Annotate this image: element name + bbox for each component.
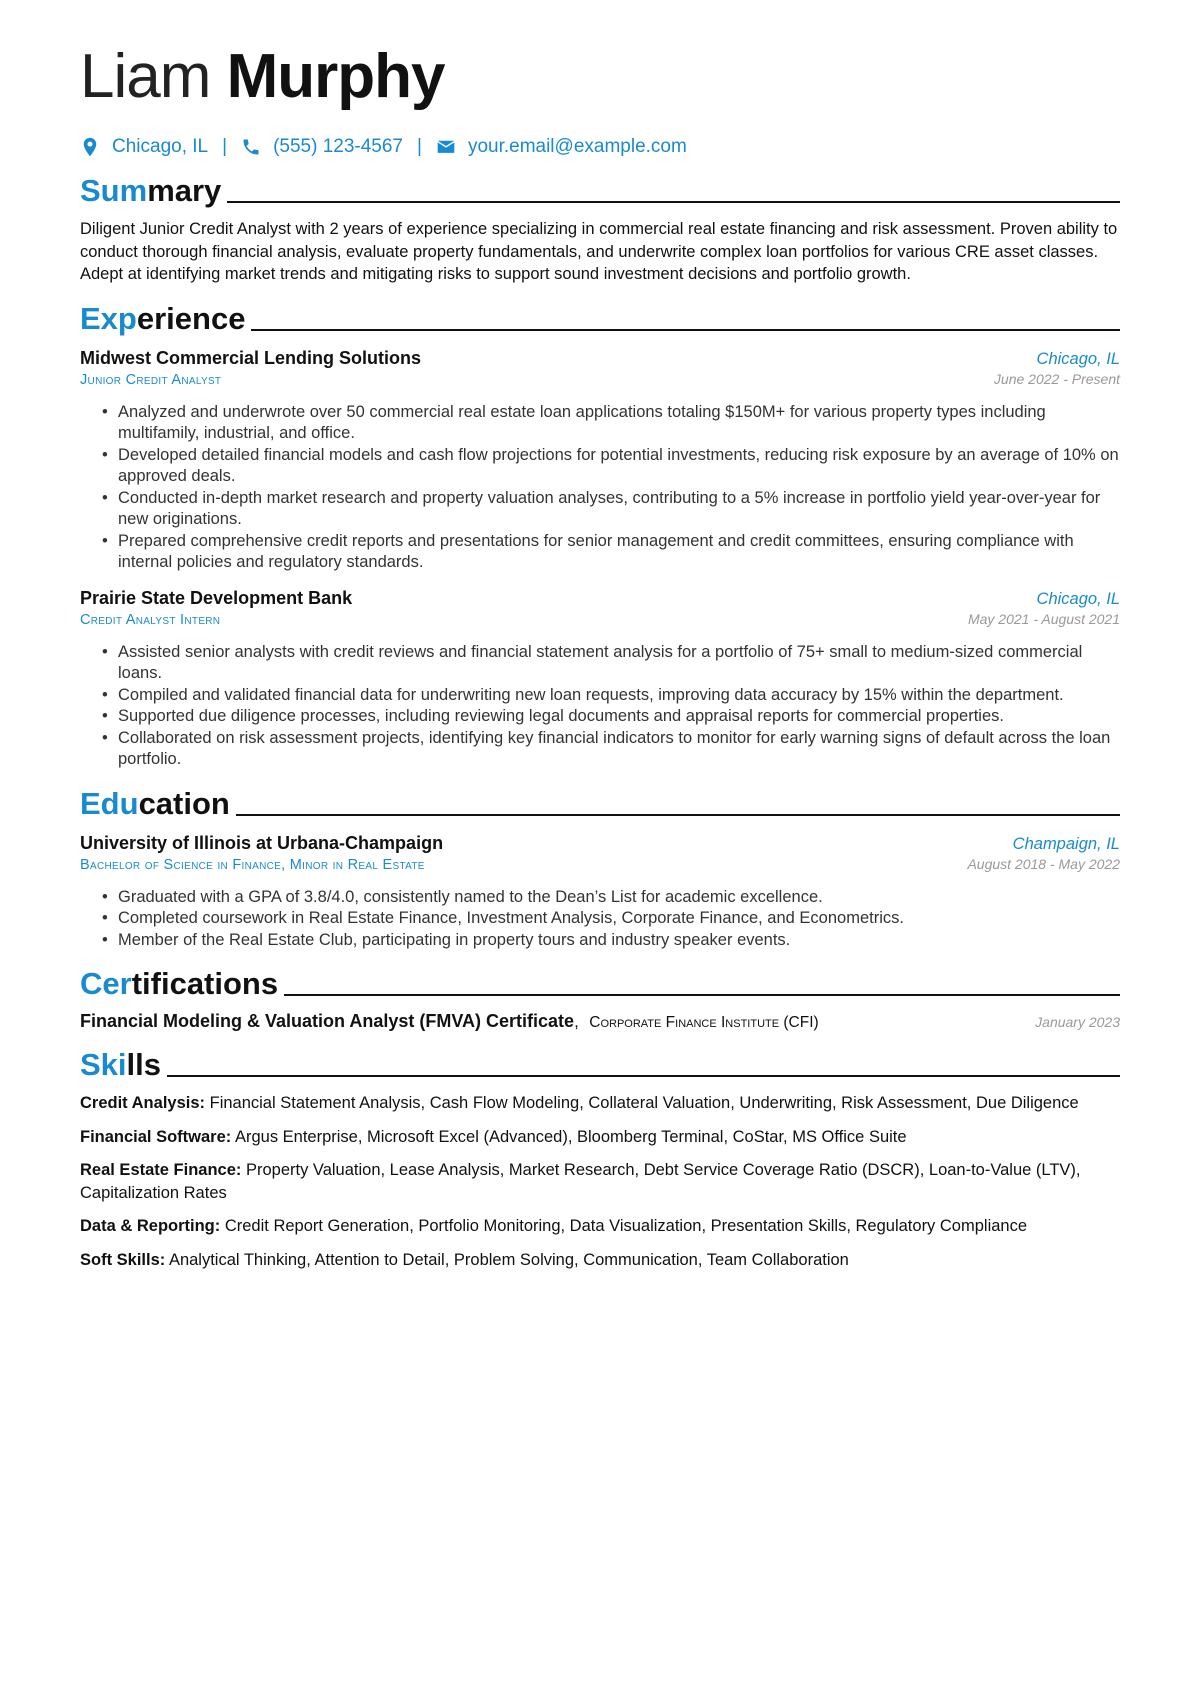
- list-item: • Assisted senior analysts with credit reviews and financial statement analysis for a portfolio of 75+ small to medium-sized commercial loans.: [118, 642, 1120, 685]
- job-location: Chicago, IL: [1036, 589, 1120, 608]
- job-location: Chicago, IL: [1036, 349, 1120, 368]
- job-bullets: [80, 402, 1120, 574]
- employer-name: Midwest Commercial Lending Solutions: [80, 347, 422, 368]
- job-title: Credit Analyst Intern: [80, 611, 221, 628]
- skill-items: Analytical Thinking, Attention to Detail, Problem Solving, Communication, Team Collaboration: [168, 1250, 849, 1269]
- school-location: Champaign, IL: [1012, 834, 1120, 853]
- experience-entry: [80, 348, 1120, 574]
- contact-phone[interactable]: [241, 136, 403, 158]
- job-dates: May 2021 - August 2021: [967, 610, 1120, 627]
- list-item: • Analyzed and underwrote over 50 commercial real estate loan applications totaling $150M+ for various property types including multifamily, industrial, and office.: [118, 402, 1120, 445]
- contact-separator: |: [222, 136, 228, 157]
- contact-location: [80, 136, 208, 158]
- list-item: • Supported due diligence processes, including reviewing legal documents and appraisal reports for commercial properties.: [118, 706, 1120, 728]
- skill-items: Argus Enterprise, Microsoft Excel (Advanced), Bloomberg Terminal, CoStar, MS Office Suite: [234, 1127, 907, 1146]
- section-divider: [227, 201, 1120, 203]
- list-item: • Member of the Real Estate Club, participating in property tours and industry speaker events.: [118, 930, 1120, 952]
- last-name: Murphy: [226, 42, 445, 111]
- list-item: • Prepared comprehensive credit reports and presentations for senior management and credit committees, ensuring compliance with internal policies and regulatory standards.: [118, 531, 1120, 574]
- job-dates: June 2022 - Present: [993, 370, 1120, 387]
- list-item: • Completed coursework in Real Estate Finance, Investment Analysis, Corporate Finance, and Econometrics.: [118, 908, 1120, 930]
- list-item: • Collaborated on risk assessment projects, identifying key financial indicators to monitor for early warning signs of default across the loan portfolio.: [118, 728, 1120, 771]
- certification-name: Financial Modeling & Valuation Analyst (FMVA) Certificate: [80, 1011, 575, 1031]
- map-pin-icon: [80, 137, 100, 157]
- skill-row: [80, 1249, 1120, 1272]
- degree: Bachelor of Science in Finance, Minor in Real Estate: [80, 856, 425, 873]
- skill-category: Soft Skills:: [80, 1250, 166, 1269]
- skill-items: Property Valuation, Lease Analysis, Market Research, Debt Service Coverage Ratio (DSCR), Loan-to-Value (LTV), Capitalization Rates: [80, 1161, 1081, 1202]
- skill-items: Financial Statement Analysis, Cash Flow Modeling, Collateral Valuation, Underwriting, Risk Assessment, Due Diligence: [209, 1094, 1079, 1112]
- certifications-heading: Certifications: [80, 965, 1120, 1003]
- phone-icon: [241, 137, 261, 157]
- skill-row: [80, 1159, 1120, 1204]
- section-divider: [167, 1075, 1120, 1077]
- first-name: Liam: [80, 42, 211, 111]
- email-link[interactable]: your.email@example.com: [467, 136, 687, 157]
- skill-category: Credit Analysis:: [80, 1094, 206, 1112]
- education-bullets: [80, 887, 1120, 952]
- section-divider: [284, 994, 1120, 996]
- certification-date: January 2023: [1035, 1014, 1120, 1030]
- summary-heading: Summary: [80, 172, 1120, 210]
- employer-name: Prairie State Development Bank: [80, 587, 353, 608]
- experience-entry: [80, 588, 1120, 771]
- list-item: • Compiled and validated financial data for underwriting new loan requests, improving data accuracy by 15% within the department.: [118, 685, 1120, 707]
- certification-issuer: Corporate Finance Institute (CFI): [589, 1014, 819, 1031]
- list-item: • Developed detailed financial models and cash flow projections for potential investments, reducing risk exposure by an average of 10% on approved deals.: [118, 445, 1120, 488]
- skill-items: Credit Report Generation, Portfolio Monitoring, Data Visualization, Presentation Skills, Regulatory Compliance: [224, 1217, 1028, 1235]
- school-name: University of Illinois at Urbana-Champaign: [80, 832, 444, 853]
- experience-heading: Experience: [80, 300, 1120, 338]
- location-text: Chicago, IL: [112, 136, 209, 157]
- section-divider: [251, 329, 1120, 331]
- contact-email[interactable]: [436, 136, 687, 158]
- list-item: • Conducted in-depth market research and property valuation analyses, contributing to a 5% increase in portfolio yield year-over-year for new originations.: [118, 488, 1120, 531]
- skill-category: Financial Software:: [80, 1127, 232, 1146]
- resume-page: [80, 40, 1120, 1282]
- contact-separator: |: [417, 136, 422, 157]
- candidate-name: [80, 40, 1120, 114]
- job-title: Junior Credit Analyst: [80, 371, 222, 388]
- section-divider: [236, 814, 1120, 816]
- skill-category: Data & Reporting:: [80, 1217, 221, 1235]
- envelope-icon: [436, 137, 456, 157]
- phone-text[interactable]: (555) 123-4567: [273, 136, 403, 157]
- list-item: • Graduated with a GPA of 3.8/4.0, consistently named to the Dean’s List for academic excellence.: [118, 887, 1120, 909]
- education-entry: [80, 833, 1120, 952]
- job-bullets: [80, 642, 1120, 771]
- skills-heading: Skills: [80, 1046, 1120, 1084]
- certification-separator: ,: [574, 1012, 579, 1031]
- skills-list: [80, 1092, 1120, 1271]
- education-heading: Education: [80, 785, 1120, 823]
- contact-bar: [80, 132, 1120, 162]
- skill-row: [80, 1092, 1120, 1115]
- summary-text: Diligent Junior Credit Analyst with 2 years of experience specializing in commercial real estate financing and risk assessment. Proven ability to conduct thorough financial analysis, evaluate property fundamentals, and underwrite complex loan portfolios for various CRE asset classes. Adept at identifying market trends and mitigating risks to support sound investment decisions and portfolio growth.: [80, 220, 1118, 283]
- skill-row: [80, 1126, 1120, 1149]
- education-dates: August 2018 - May 2022: [967, 855, 1120, 872]
- certification-item: [80, 1011, 1120, 1032]
- skill-row: [80, 1215, 1120, 1238]
- skill-category: Real Estate Finance:: [80, 1161, 242, 1179]
